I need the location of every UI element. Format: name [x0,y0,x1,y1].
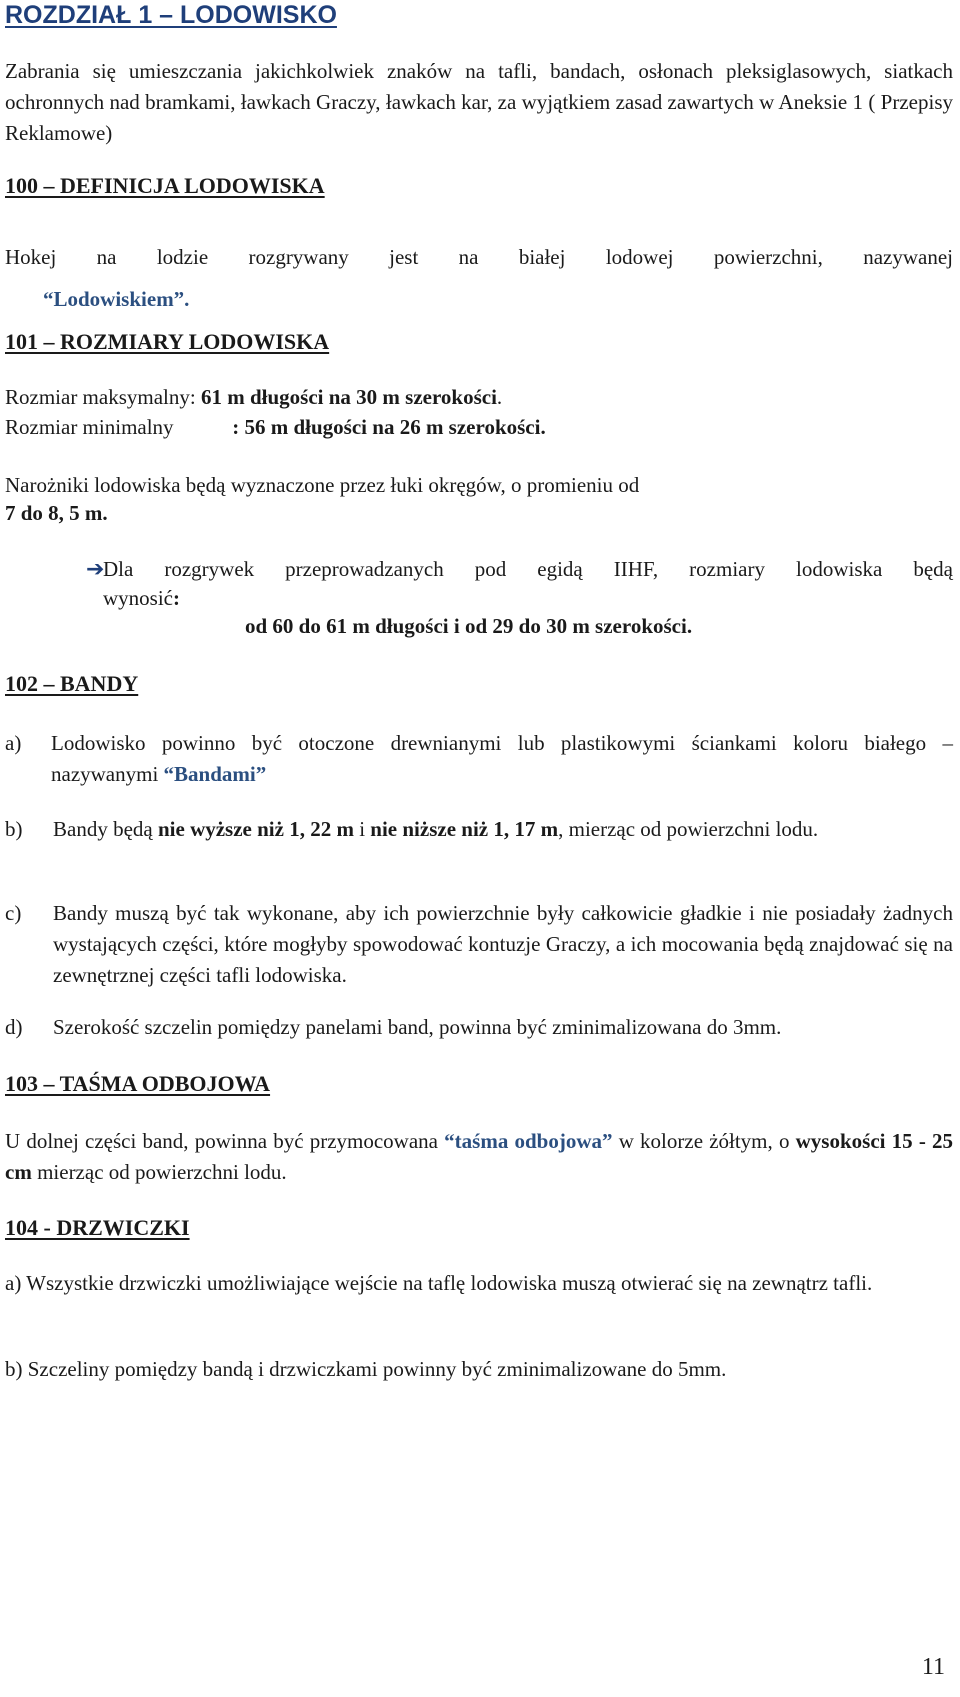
section-103-title: 103 – TAŚMA ODBOJOWA [5,1071,271,1096]
tasma-height-value: wysokości 15 - 25 cm [5,1129,953,1184]
list-item-c [5,898,953,991]
section-100-term: “Lodowiskiem”. [43,287,190,311]
min-size-label: Rozmiar minimalny [5,415,174,439]
list-marker-a: a) [5,731,22,755]
section-104-b: b) Szczeliny pomiędzy bandą i drzwiczkami powinny być zminimalizowane do 5mm. [5,1357,727,1381]
iihf-text-line2 [103,583,953,614]
section-100-text: Hokej na lodzie rozgrywany jest na białej lodowej powierzchni, nazywanej [5,245,953,269]
list-body-c: Bandy muszą być tak wykonane, aby ich powierzchnie były całkowicie gładkie i nie posiadały żadnych wystających części, które mogłyby spowodować kontuzje Graczy, a ich mocowania będą znajdować się na zewnętrznej części tafli lodowiska. [53,901,953,987]
min-height-value: nie niższe niż 1, 17 m [370,817,559,841]
iihf-colon: : [173,586,180,610]
section-101-title: 101 – ROZMIARY LODOWISKA [5,329,330,354]
section-103-text-1: U dolnej części band, powinna być przymocowana [5,1129,445,1153]
tasma-term: “taśma odbojowa” [444,1129,613,1153]
section-103-text-2: w kolorze żółtym, o [612,1129,796,1153]
list-body-b [53,814,953,845]
section-100-title: 100 – DEFINICJA LODOWISKA [5,173,325,198]
max-size-line [5,382,953,413]
list-text-b2: i [353,817,371,841]
list-text-a: Lodowisko powinno być otoczone drewnianymi lub plastikowymi ściankami koloru białego – nazywanymi [51,731,953,786]
list-text-b1: Bandy będą [53,817,158,841]
intro-paragraph: Zabrania się umieszczania jakichkolwiek znaków na tafli, bandach, osłonach pleksiglasowych, siatkach ochronnych nad bramkami, ławkach Graczy, ławkach kar, za wyjątkiem zasad zawartych w Aneksie 1 ( Przepisy Reklamowe) [5,59,953,145]
list-item-d [5,1012,953,1043]
list-text-b3: , mierząc od powierzchni lodu. [558,817,819,841]
max-size-value: 61 m długości na 30 m szerokości [200,385,497,409]
min-size-line [5,412,953,443]
list-body-a [41,728,953,790]
list-marker-b: b) [5,817,23,841]
list-marker-d: d) [5,1015,23,1039]
bandami-term: “Bandami” [163,762,267,786]
max-size-end: . [496,385,503,409]
iihf-text-cont: wynosić [103,586,173,610]
max-height-value: nie wyższe niż 1, 22 m [157,817,354,841]
iihf-value: od 60 do 61 m długości i od 29 do 30 m szerokości. [245,614,693,638]
max-size-label: Rozmiar maksymalny: [5,385,201,409]
min-size-colon: : [227,415,245,439]
chapter-title: ROZDZIAŁ 1 – LODOWISKO [5,1,337,29]
list-item-a [5,728,953,790]
corners-value: 7 do 8, 5 m. [5,501,108,525]
section-103-text [5,1126,953,1188]
section-104-title: 104 - DRZWICZKI [5,1215,190,1240]
section-104-a: a) Wszystkie drzwiczki umożliwiające wejście na taflę lodowiska muszą otwierać się na zewnątrz tafli. [5,1271,873,1295]
corners-text: Narożniki lodowiska będą wyznaczone przez łuki okręgów, o promieniu od [5,473,640,497]
section-102-title: 102 – BANDY [5,671,139,696]
arrow-icon: ➔ [86,557,105,582]
page-number: 11 [921,1654,945,1680]
iihf-text: Dla rozgrywek przeprowadzanych pod egidą IIHF, rozmiary lodowiska będą [103,557,953,581]
list-item-b [5,814,953,845]
min-size-value: 56 m długości na 26 m szerokości. [244,415,546,439]
section-103-text-3: mierząc od powierzchni lodu. [31,1160,287,1184]
list-body-d: Szerokość szczelin pomiędzy panelami band, powinna być zminimalizowana do 3mm. [53,1015,782,1039]
list-marker-c: c) [5,901,22,925]
